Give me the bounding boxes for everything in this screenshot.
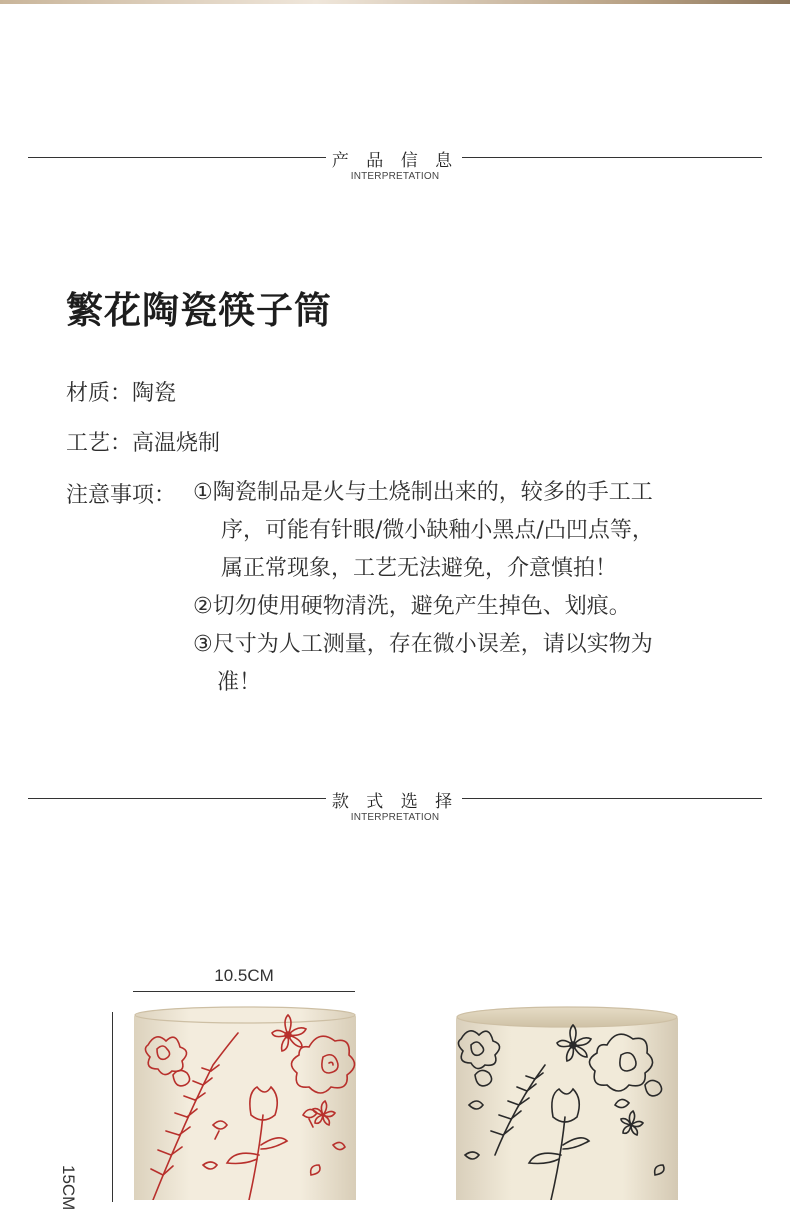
craft-row [66,426,220,457]
note-line: ③尺寸为人工测量，存在微小误差，请以实物为 [193,632,653,657]
header-divider-right [462,157,762,158]
black-floral-cup-image[interactable] [455,1005,679,1200]
section-subtitle: INTERPRETATION [350,171,440,182]
material-value: 陶瓷 [132,381,177,406]
craft-label: 工艺： [66,431,133,456]
height-dimension-line [112,1012,113,1202]
height-dimension-label: 15CM [59,1165,78,1210]
craft-value: 高温烧制 [132,431,221,456]
section-title: 款 式 选 择 [331,792,459,812]
cup-body [456,1007,678,1200]
note-line: ②切勿使用硬物清洗，避免产生掉色、划痕。 [193,594,631,619]
note-line: 序，可能有针眼/微小缺釉小黑点/凸凹点等， [221,518,654,543]
product-title: 繁花陶瓷筷子筒 [66,289,332,332]
note-line: 属正常现象，工艺无法避免，介意慎拍！ [221,556,618,581]
section-header-product-info [0,151,790,197]
notes-list [193,478,733,706]
red-floral-cup-image[interactable] [133,1005,357,1200]
note-line: 准！ [217,670,262,695]
section-header-style-select [0,792,790,838]
header-divider-right [462,798,762,799]
top-banner-edge [0,0,790,4]
cup-rim [457,1007,677,1027]
material-row [66,376,176,407]
width-dimension-label: 10.5CM [214,966,274,985]
section-title: 产 品 信 息 [331,151,459,171]
note-line: ①陶瓷制品是火与土烧制出来的，较多的手工工 [193,480,653,505]
material-label: 材质： [66,381,133,406]
section-subtitle: INTERPRETATION [350,812,440,823]
width-dimension-line [133,991,355,992]
notes-label: 注意事项： [66,483,177,508]
